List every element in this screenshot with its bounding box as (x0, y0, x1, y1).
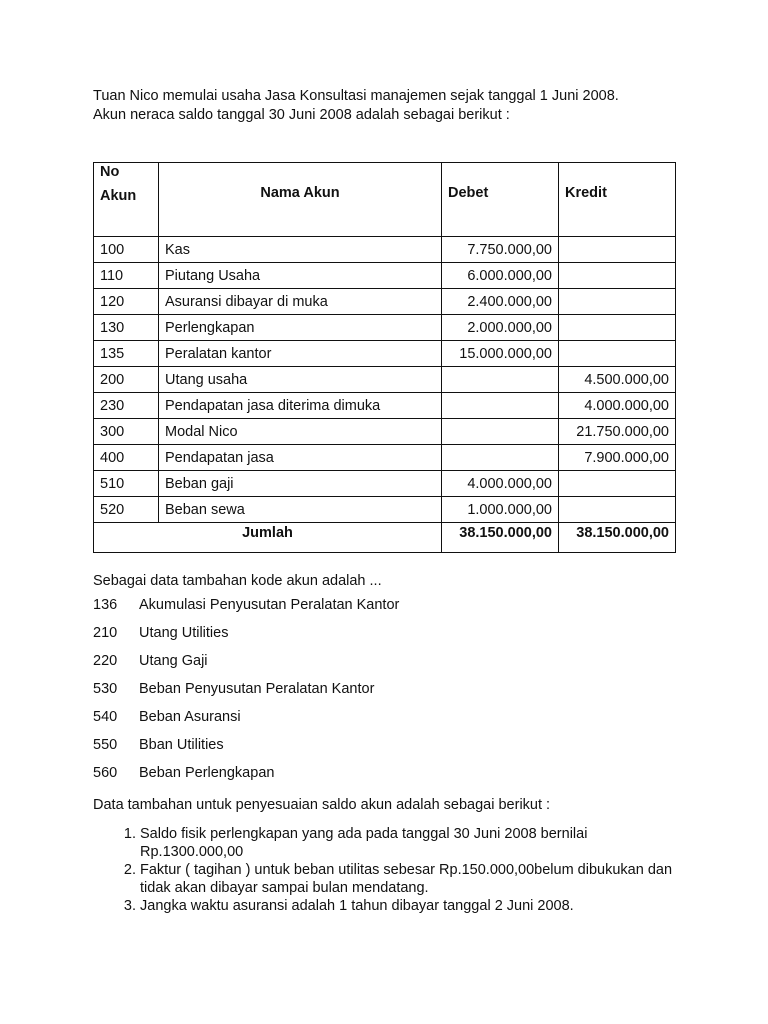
total-kredit: 38.150.000,00 (559, 523, 676, 553)
intro-text (93, 87, 619, 125)
cell-name: Piutang Usaha (159, 263, 442, 289)
cell-no: 230 (94, 393, 159, 419)
cell-name: Beban sewa (159, 497, 442, 523)
cell-no: 200 (94, 367, 159, 393)
header-kredit: Kredit (559, 163, 676, 237)
cell-name: Perlengkapan (159, 315, 442, 341)
cell-debet (442, 419, 559, 445)
cell-kredit: 7.900.000,00 (559, 445, 676, 471)
adjustments-lead: Data tambahan untuk penyesuaian saldo akun adalah sebagai berikut : (93, 797, 551, 813)
adjustments-list (93, 825, 680, 915)
account-name: Bban Utilities (139, 737, 224, 753)
cell-debet (442, 445, 559, 471)
header-nama-akun: Nama Akun (159, 163, 442, 237)
cell-kredit: 4.000.000,00 (559, 393, 676, 419)
cell-debet: 15.000.000,00 (442, 341, 559, 367)
cell-no: 400 (94, 445, 159, 471)
cell-name: Beban gaji (159, 471, 442, 497)
account-name: Utang Utilities (139, 625, 229, 641)
account-code: 550 (93, 737, 118, 753)
additional-codes-lead: Sebagai data tambahan kode akun adalah ... (93, 573, 382, 589)
cell-no: 510 (94, 471, 159, 497)
account-code: 136 (93, 597, 118, 613)
account-name: Beban Penyusutan Peralatan Kantor (139, 681, 375, 697)
intro-line-2: Akun neraca saldo tanggal 30 Juni 2008 adalah sebagai berikut : (93, 107, 510, 123)
table-total-row (94, 523, 676, 553)
cell-no: 100 (94, 237, 159, 263)
list-item (93, 625, 399, 653)
cell-debet: 7.750.000,00 (442, 237, 559, 263)
list-item (93, 597, 399, 625)
account-code: 220 (93, 653, 118, 669)
table-row (94, 445, 676, 471)
cell-no: 110 (94, 263, 159, 289)
cell-kredit (559, 341, 676, 367)
list-item (93, 709, 399, 737)
cell-debet (442, 393, 559, 419)
table-row (94, 367, 676, 393)
table-row (94, 471, 676, 497)
cell-kredit (559, 263, 676, 289)
account-code: 210 (93, 625, 118, 641)
list-item (93, 681, 399, 709)
table-row (94, 419, 676, 445)
cell-no: 130 (94, 315, 159, 341)
cell-debet (442, 367, 559, 393)
cell-name: Pendapatan jasa diterima dimuka (159, 393, 442, 419)
additional-codes (93, 573, 399, 793)
trial-balance-table (93, 162, 676, 553)
account-name: Utang Gaji (139, 653, 208, 669)
table-row (94, 341, 676, 367)
cell-name: Modal Nico (159, 419, 442, 445)
table-row (94, 289, 676, 315)
cell-debet: 6.000.000,00 (442, 263, 559, 289)
cell-kredit (559, 237, 676, 263)
account-name: Beban Perlengkapan (139, 765, 275, 781)
list-item (93, 737, 399, 765)
account-name: Akumulasi Penyusutan Peralatan Kantor (139, 597, 400, 613)
cell-no: 135 (94, 341, 159, 367)
cell-debet: 4.000.000,00 (442, 471, 559, 497)
table-row (94, 237, 676, 263)
account-code: 530 (93, 681, 118, 697)
cell-kredit (559, 471, 676, 497)
total-label: Jumlah (94, 523, 442, 553)
account-code: 540 (93, 709, 118, 725)
cell-name: Kas (159, 237, 442, 263)
header-debet: Debet (442, 163, 559, 237)
cell-no: 300 (94, 419, 159, 445)
list-item (93, 765, 399, 793)
header-no-akun: No Akun (94, 163, 159, 237)
intro-line-1: Tuan Nico memulai usaha Jasa Konsultasi manajemen sejak tanggal 1 Juni 2008. (93, 88, 619, 104)
table-header-row (94, 163, 676, 237)
cell-name: Utang usaha (159, 367, 442, 393)
cell-no: 120 (94, 289, 159, 315)
adjustment-item: 3. Jangka waktu asuransi adalah 1 tahun dibayar tanggal 2 Juni 2008. (140, 897, 680, 915)
cell-kredit (559, 315, 676, 341)
cell-name: Pendapatan jasa (159, 445, 442, 471)
account-code: 560 (93, 765, 118, 781)
total-debet: 38.150.000,00 (442, 523, 559, 553)
cell-debet: 2.400.000,00 (442, 289, 559, 315)
cell-name: Asuransi dibayar di muka (159, 289, 442, 315)
list-item (93, 653, 399, 681)
cell-no: 520 (94, 497, 159, 523)
table-row (94, 393, 676, 419)
cell-kredit: 21.750.000,00 (559, 419, 676, 445)
table-row (94, 497, 676, 523)
adjustment-item: 2. Faktur ( tagihan ) untuk beban utilitas sebesar Rp.150.000,00belum dibukukan dan tidak akan dibayar sampai bulan mendatang. (140, 861, 680, 897)
table-row (94, 263, 676, 289)
cell-kredit (559, 497, 676, 523)
table-row (94, 315, 676, 341)
cell-debet: 1.000.000,00 (442, 497, 559, 523)
account-name: Beban Asuransi (139, 709, 241, 725)
cell-kredit: 4.500.000,00 (559, 367, 676, 393)
cell-kredit (559, 289, 676, 315)
cell-debet: 2.000.000,00 (442, 315, 559, 341)
adjustment-item: 1. Saldo fisik perlengkapan yang ada pada tanggal 30 Juni 2008 bernilai Rp.1300.000,00 (140, 825, 680, 861)
cell-name: Peralatan kantor (159, 341, 442, 367)
